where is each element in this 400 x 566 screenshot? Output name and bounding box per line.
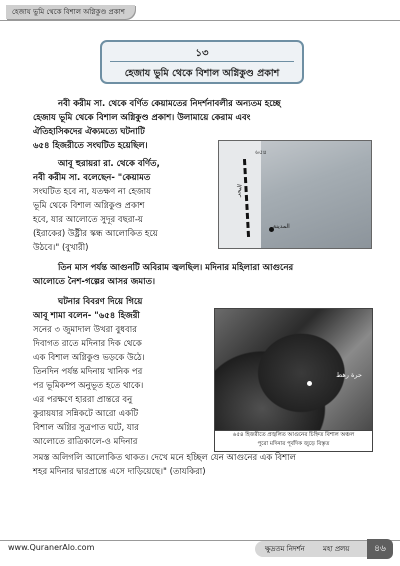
paragraph-line: ঐতিহাসিকদের ঐক্যমত্যে ঘটনাটি xyxy=(33,127,145,137)
header-divider xyxy=(0,20,400,21)
chapter-title-box xyxy=(100,40,304,84)
paragraph-line: সনের ৩ জুমাদাল উখরা বুধবার xyxy=(33,325,137,335)
paragraph-line: হেজায ভূমি থেকে বিশাল অগ্নিকুণ্ড প্রকাশ। উলামায়ে কেরাম এবং xyxy=(33,113,251,123)
paragraph-line: পর ভূমিকম্প অনুভূত হতে থাকে। xyxy=(33,381,144,391)
paragraph-line: সংঘটিত হবে না, যতক্ষণ না হেজায xyxy=(33,187,152,197)
paragraph-line: আবূ শামা বলেন- "৬৫৪ হিজরী xyxy=(33,311,140,321)
paragraph-line: এক বিশাল অগ্নিকুণ্ড ভড়কে উঠে। xyxy=(33,353,145,363)
paragraph-line: নবী করীম সা. বলেছেন- "কেয়ামত xyxy=(33,173,151,183)
chapter-box-divider xyxy=(110,61,294,62)
paragraph-line: নবী করীম সা. থেকে বর্ণিত কেয়ামতের নিদর্শনাবলীর অন্যতম হচ্ছে xyxy=(58,99,281,109)
paragraph-line: সমস্ত অলিগলি আলোকিত থাকত। দেখে মনে হচ্ছিল যেন আগুনের এক বিশাল xyxy=(33,453,296,463)
website-url: www.QuranerAlo.com xyxy=(8,543,95,552)
map-label-city: المدينة xyxy=(273,223,290,230)
paragraph-line: দিবাগত রাতে মদিনার দিক থেকে xyxy=(33,339,142,349)
paragraph-line: ভূমি থেকে বিশাল অগ্নিকুণ্ড প্রকাশ xyxy=(33,201,145,211)
paragraph-line: উঠবে।" (বুখারী) xyxy=(33,243,89,253)
hejaz-map-image xyxy=(218,140,372,249)
paragraph-line: বিশাল অগ্নির সুত্রপাত ঘটে, যার xyxy=(33,423,139,433)
paragraph-line: (ইরাকের) উষ্ট্রীর স্কন্ধ আলোকিত হয়ে xyxy=(33,229,158,239)
chapter-title: হেজায ভুমি থেকে বিশাল অগ্নিকুণ্ড প্রকাশ xyxy=(124,68,280,79)
footer-label-b: মহা প্রলয় xyxy=(323,545,350,553)
chapter-number: ১৩ xyxy=(195,48,209,59)
paragraph-line: ঘটনার বিবরণ দিয়ে গিয়ে xyxy=(58,297,143,307)
location-marker-icon xyxy=(307,381,312,386)
paragraph-line: ৬৫৪ হিজরীতে সংঘটিত হয়েছিল। xyxy=(33,141,148,151)
harrah-satellite-image xyxy=(214,308,373,452)
photo-caption xyxy=(215,430,372,451)
paragraph-line: হবে, যার আলোতে সুদূর বছরা-য় xyxy=(33,215,143,225)
map-label-vertical: البحر xyxy=(234,183,244,198)
caption-line: পুরো মদিনার পূর্বদিক জুড়ে বিস্তৃত xyxy=(257,441,330,447)
photo-label: حرة رهط xyxy=(336,371,362,379)
caption-line: ৬৫৪ হিজরীতে প্রজ্বলিত আগুনের চিহ্নিত বিশাল অঞ্চল xyxy=(232,432,355,438)
paragraph-line: এর পরক্ষণে হাররা প্রান্তরে বনু xyxy=(33,395,133,405)
paragraph-line: শহর মদিনার দ্বারপ্রান্তে এসে দাড়িয়েছে।" (তাযকিরা) xyxy=(33,467,206,477)
paragraph-line: আবূ হুরায়রা রা. থেকে বর্ণিত, xyxy=(58,159,160,169)
map-label-top: ৬৫৪ xyxy=(255,149,267,156)
paragraph-line: তিনদিন পর্যন্ত মদিনায় খানিক পর xyxy=(33,367,143,377)
footer-section-labels xyxy=(255,541,367,557)
paragraph-line: আলোতে নৈশ-গল্পের আসর জমাত। xyxy=(33,277,156,287)
running-header: হেজায ভুমি থেকে বিশাল অগ্নিকুণ্ড প্রকাশ xyxy=(6,5,135,19)
page-number: ৪৬ xyxy=(367,539,393,559)
paragraph-line: কুরায়যার সন্নিকটে আরো একটি xyxy=(33,409,139,419)
paragraph-line: আলোতে রাত্রিকালে-ও মদিনার xyxy=(33,437,138,447)
footer-label-a: ক্ষুদ্রতম নিদর্শন xyxy=(265,545,305,553)
paragraph-line: তিন মাস পর্যন্ত আগুনটি অবিরাম জ্বলছিল। মদিনার মহিলারা আগুনের xyxy=(58,263,294,273)
